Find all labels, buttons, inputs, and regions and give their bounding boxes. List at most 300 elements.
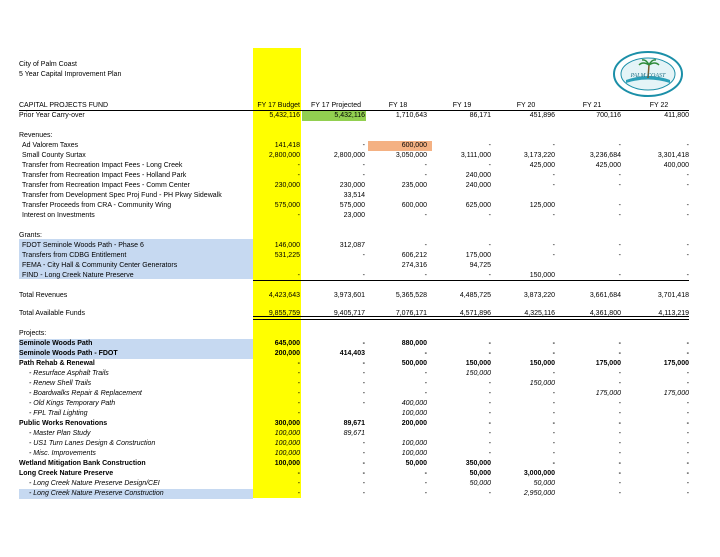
value-cell: - — [686, 450, 689, 457]
row-label: - US1 Turn Lanes Design & Construction — [29, 440, 156, 447]
value-cell: - — [686, 142, 689, 149]
value-cell: - — [362, 162, 365, 169]
value-cell: 4,571,896 — [459, 310, 491, 317]
value-cell: - — [424, 490, 427, 497]
value-cell: 150,000 — [465, 360, 491, 367]
value-cell: - — [488, 430, 491, 437]
table-row — [19, 359, 689, 369]
value-cell: - — [618, 242, 621, 249]
value-cell: 414,403 — [339, 350, 365, 357]
row-label: - FPL Trail Lighting — [29, 410, 88, 417]
revenues-subtotal-line — [253, 280, 689, 281]
value-cell — [433, 329, 491, 339]
value-cell: - — [488, 410, 491, 417]
row-label: Wetland Mitigation Bank Construction — [19, 460, 146, 467]
row-label: - Long Creek Nature Preserve Design/CEI — [29, 480, 160, 487]
value-cell: 606,212 — [401, 252, 427, 259]
value-cell: 86,171 — [469, 112, 491, 119]
value-cell — [369, 231, 427, 241]
table-row — [19, 191, 689, 201]
value-cell: 400,000 — [401, 400, 427, 407]
table-row — [19, 409, 689, 419]
value-cell: - — [424, 370, 427, 377]
table-row — [19, 201, 689, 211]
value-cell: - — [686, 340, 689, 347]
value-cell — [497, 261, 555, 271]
row-label: Path Rehab & Renewal — [19, 360, 95, 367]
value-cell: - — [618, 400, 621, 407]
value-cell: 100,000 — [274, 440, 300, 447]
value-cell: - — [424, 390, 427, 397]
table-row — [19, 211, 689, 221]
value-cell: - — [618, 430, 621, 437]
value-cell: 9,855,759 — [268, 310, 300, 317]
value-cell — [307, 131, 365, 141]
table-row — [19, 429, 689, 439]
value-cell: - — [424, 470, 427, 477]
value-cell: 146,000 — [274, 242, 300, 249]
value-cell: 3,301,418 — [657, 152, 689, 159]
value-cell: 50,000 — [469, 480, 491, 487]
value-cell: 141,418 — [274, 142, 300, 149]
value-cell: 3,236,684 — [589, 152, 621, 159]
value-cell: - — [362, 380, 365, 387]
value-cell: - — [686, 460, 689, 467]
value-cell: - — [618, 142, 621, 149]
value-cell: 200,000 — [401, 420, 427, 427]
value-cell: - — [552, 252, 555, 259]
table-row — [19, 141, 689, 151]
value-cell: 89,671 — [343, 420, 365, 427]
value-cell: 4,485,725 — [459, 292, 491, 299]
value-cell — [307, 261, 365, 271]
value-cell: 880,000 — [401, 340, 427, 347]
value-cell: 5,432,116 — [269, 112, 300, 119]
row-label: - Old Kings Temporary Path — [29, 400, 116, 407]
city-name: City of Palm Coast — [19, 61, 77, 68]
column-header: FY 22 — [649, 102, 669, 109]
value-cell: 400,000 — [663, 162, 689, 169]
table-row — [19, 131, 689, 141]
row-label: Transfer Proceeds from CRA - Community Wing — [22, 202, 172, 209]
value-cell: - — [618, 380, 621, 387]
value-cell: - — [362, 480, 365, 487]
value-cell: - — [362, 142, 365, 149]
value-cell — [497, 191, 555, 201]
value-cell: 240,000 — [465, 182, 491, 189]
value-cell: - — [618, 212, 621, 219]
value-cell: - — [552, 172, 555, 179]
table-row — [19, 379, 689, 389]
row-label: Revenues: — [19, 132, 53, 139]
table-row — [19, 489, 689, 499]
value-cell — [307, 231, 365, 241]
report-title — [19, 60, 121, 80]
row-label: Ad Valorem Taxes — [22, 142, 79, 149]
value-cell: - — [686, 440, 689, 447]
value-cell: 5,365,528 — [395, 292, 427, 299]
value-cell — [563, 131, 621, 141]
value-cell: - — [686, 172, 689, 179]
row-label: Projects: — [19, 330, 47, 337]
header-underline — [19, 110, 689, 111]
row-label: - Renew Shell Trails — [29, 380, 92, 387]
value-cell: 350,000 — [465, 460, 491, 467]
value-cell: 645,000 — [274, 340, 300, 347]
value-cell: - — [686, 490, 689, 497]
value-cell: - — [297, 400, 300, 407]
value-cell: 4,423,643 — [268, 292, 300, 299]
value-cell: 575,000 — [339, 202, 365, 209]
value-cell: 235,000 — [401, 182, 427, 189]
value-cell: 2,950,000 — [523, 490, 555, 497]
value-cell — [563, 231, 621, 241]
row-label: Public Works Renovations — [19, 420, 108, 427]
value-cell: - — [488, 350, 491, 357]
value-cell: 312,087 — [339, 242, 365, 249]
value-cell: 175,000 — [663, 360, 689, 367]
value-cell: 451,896 — [529, 112, 555, 119]
row-label: Transfer from Development Spec Proj Fund - PH Pkwy Sidewalk — [22, 192, 222, 199]
value-cell: 175,000 — [663, 390, 689, 397]
table-row — [19, 231, 689, 241]
value-cell: 150,000 — [529, 360, 555, 367]
column-header: FY 18 — [388, 102, 408, 109]
value-cell: 9,405,717 — [333, 310, 365, 317]
value-cell: - — [686, 202, 689, 209]
value-cell: - — [488, 440, 491, 447]
value-cell: - — [297, 490, 300, 497]
value-cell: - — [552, 242, 555, 249]
value-cell: - — [618, 490, 621, 497]
value-cell: 230,000 — [274, 182, 300, 189]
value-cell: - — [362, 440, 365, 447]
table-row — [19, 171, 689, 181]
value-cell: - — [424, 380, 427, 387]
value-cell — [253, 329, 300, 339]
value-cell — [369, 429, 427, 439]
value-cell: - — [686, 400, 689, 407]
value-cell: - — [488, 450, 491, 457]
value-cell: 150,000 — [465, 370, 491, 377]
value-cell: 100,000 — [401, 440, 427, 447]
value-cell: - — [297, 162, 300, 169]
city-logo — [612, 50, 684, 98]
table-row — [19, 329, 689, 339]
value-cell — [369, 329, 427, 339]
value-cell: - — [618, 350, 621, 357]
row-label: Transfer from Recreation Impact Fees - Holland Park — [22, 172, 187, 179]
row-label: - Boardwalks Repair & Replacement — [29, 390, 142, 397]
value-cell: 411,800 — [664, 112, 689, 119]
column-header: FY 17 Projected — [310, 102, 362, 109]
table-row — [19, 349, 689, 359]
value-cell: 625,000 — [465, 202, 491, 209]
value-cell: - — [488, 490, 491, 497]
value-cell: 50,000 — [533, 480, 555, 487]
value-cell — [369, 191, 427, 201]
column-header: FY 17 Budget — [257, 102, 300, 109]
table-row — [19, 419, 689, 429]
value-cell: 600,000 — [401, 142, 427, 149]
value-cell — [433, 191, 491, 201]
row-label: FEMA - City Hall & Community Center Generators — [22, 262, 178, 269]
value-cell: - — [686, 212, 689, 219]
value-cell: - — [488, 142, 491, 149]
value-cell — [563, 261, 621, 271]
value-cell: 700,116 — [596, 112, 621, 119]
value-cell: - — [362, 360, 365, 367]
row-label: Long Creek Nature Preserve — [19, 470, 114, 477]
value-cell: - — [618, 182, 621, 189]
value-cell: - — [488, 212, 491, 219]
value-cell: - — [488, 390, 491, 397]
table-row — [19, 469, 689, 479]
value-cell: 3,661,684 — [589, 292, 621, 299]
value-cell: 425,000 — [529, 162, 555, 169]
value-cell: 5,432,116 — [334, 112, 365, 119]
value-cell — [253, 191, 300, 201]
value-cell: 175,000 — [465, 252, 491, 259]
value-cell: - — [618, 202, 621, 209]
value-cell: - — [362, 460, 365, 467]
value-cell: - — [362, 490, 365, 497]
value-cell: - — [424, 212, 427, 219]
value-cell — [433, 231, 491, 241]
value-cell: - — [686, 430, 689, 437]
table-row — [19, 339, 689, 349]
table-row — [19, 181, 689, 191]
table-row — [19, 459, 689, 469]
value-cell: - — [552, 142, 555, 149]
row-label: - Master Plan Study — [29, 430, 91, 437]
value-cell: - — [552, 450, 555, 457]
value-cell: 230,000 — [339, 182, 365, 189]
value-cell — [369, 131, 427, 141]
value-cell: - — [552, 440, 555, 447]
value-cell: 100,000 — [401, 410, 427, 417]
table-row — [19, 161, 689, 171]
row-label: - Resurface Asphalt Trails — [29, 370, 109, 377]
value-cell: - — [686, 350, 689, 357]
value-cell: 274,316 — [401, 262, 427, 269]
value-cell: - — [552, 420, 555, 427]
value-cell: - — [297, 172, 300, 179]
table-row — [19, 291, 689, 301]
value-cell: - — [424, 242, 427, 249]
value-cell: 3,050,000 — [395, 152, 427, 159]
value-cell: 4,325,116 — [524, 310, 555, 317]
value-cell: 3,000,000 — [523, 470, 555, 477]
row-label: Total Available Funds — [19, 310, 86, 317]
value-cell: 4,113,219 — [658, 310, 689, 317]
value-cell: - — [552, 410, 555, 417]
value-cell: - — [552, 182, 555, 189]
table-row — [19, 369, 689, 379]
value-cell — [497, 231, 555, 241]
value-cell: - — [424, 172, 427, 179]
value-cell — [629, 261, 689, 271]
value-cell: - — [618, 340, 621, 347]
value-cell: - — [297, 390, 300, 397]
value-cell: - — [488, 162, 491, 169]
value-cell: 2,800,000 — [268, 152, 300, 159]
value-cell: - — [618, 252, 621, 259]
value-cell — [497, 131, 555, 141]
value-cell: - — [686, 420, 689, 427]
value-cell: 3,973,601 — [333, 292, 365, 299]
value-cell — [307, 329, 365, 339]
value-cell: 94,725 — [469, 262, 491, 269]
value-cell: - — [686, 380, 689, 387]
value-cell: - — [297, 272, 300, 279]
value-cell — [253, 231, 300, 241]
value-cell — [629, 329, 689, 339]
row-label: FDOT Seminole Woods Path - Phase 6 — [22, 242, 144, 249]
value-cell: - — [362, 390, 365, 397]
value-cell: - — [424, 272, 427, 279]
value-cell: 3,873,220 — [523, 292, 555, 299]
value-cell: - — [552, 212, 555, 219]
column-header: FY 21 — [582, 102, 602, 109]
value-cell: 23,000 — [343, 212, 365, 219]
table-row — [19, 439, 689, 449]
value-cell: 125,000 — [529, 202, 555, 209]
value-cell: 425,000 — [595, 162, 621, 169]
row-label: Transfer from Recreation Impact Fees - Long Creek — [22, 162, 183, 169]
value-cell: 600,000 — [401, 202, 427, 209]
value-cell: - — [488, 420, 491, 427]
value-cell: - — [488, 242, 491, 249]
table-row — [19, 449, 689, 459]
value-cell: 175,000 — [595, 360, 621, 367]
row-label: Prior Year Carry-over — [19, 112, 85, 119]
value-cell: 3,111,000 — [460, 152, 491, 159]
value-cell: 2,800,000 — [333, 152, 365, 159]
value-cell: - — [297, 380, 300, 387]
value-cell: 100,000 — [274, 430, 300, 437]
value-cell — [563, 191, 621, 201]
value-cell: 4,361,800 — [589, 310, 621, 317]
value-cell: - — [618, 480, 621, 487]
row-label: - Long Creek Nature Preserve Construction — [29, 490, 164, 497]
value-cell — [433, 131, 491, 141]
value-cell — [563, 329, 621, 339]
row-label: Transfer from Recreation Impact Fees - Comm Center — [22, 182, 190, 189]
column-header: FY 20 — [516, 102, 536, 109]
value-cell: 100,000 — [274, 460, 300, 467]
value-cell: - — [362, 252, 365, 259]
logo-wordmark: PALM COAST — [630, 73, 666, 79]
value-cell: - — [686, 370, 689, 377]
value-cell: - — [686, 272, 689, 279]
value-cell: 531,225 — [274, 252, 300, 259]
value-cell: - — [618, 172, 621, 179]
value-cell: - — [552, 390, 555, 397]
value-cell: 240,000 — [465, 172, 491, 179]
value-cell: - — [488, 272, 491, 279]
value-cell: - — [686, 480, 689, 487]
value-cell: - — [362, 470, 365, 477]
palm-coast-seal — [612, 50, 684, 98]
value-cell — [253, 131, 300, 141]
value-cell: 1,710,643 — [395, 112, 427, 119]
value-cell: 7,076,171 — [395, 310, 427, 317]
value-cell: - — [686, 242, 689, 249]
value-cell: - — [552, 430, 555, 437]
value-cell: 33,514 — [343, 192, 365, 199]
funds-total-double-line — [253, 316, 689, 320]
value-cell: - — [686, 252, 689, 259]
table-row — [19, 479, 689, 489]
row-label: CAPITAL PROJECTS FUND — [19, 102, 109, 109]
value-cell: - — [362, 370, 365, 377]
value-cell: - — [488, 380, 491, 387]
row-label: Transfers from CDBG Entitlement — [22, 252, 127, 259]
value-cell: - — [686, 470, 689, 477]
value-cell: - — [686, 182, 689, 189]
value-cell: - — [488, 400, 491, 407]
value-cell: - — [618, 460, 621, 467]
value-cell: - — [618, 272, 621, 279]
row-label: Interest on Investments — [22, 212, 95, 219]
row-label: - Misc. Improvements — [29, 450, 96, 457]
value-cell: - — [297, 470, 300, 477]
value-cell — [629, 131, 689, 141]
row-label: Seminole Woods Path - FDOT — [19, 350, 118, 357]
value-cell: - — [618, 410, 621, 417]
value-cell: - — [618, 440, 621, 447]
row-label: Total Revenues — [19, 292, 68, 299]
column-header: FY 19 — [452, 102, 472, 109]
value-cell: 3,701,418 — [657, 292, 689, 299]
row-label: Grants: — [19, 232, 42, 239]
value-cell: - — [424, 350, 427, 357]
value-cell: - — [424, 162, 427, 169]
table-row — [19, 251, 689, 261]
table-row — [19, 111, 689, 121]
value-cell: - — [297, 212, 300, 219]
value-cell: 175,000 — [595, 390, 621, 397]
value-cell: - — [297, 360, 300, 367]
value-cell: 100,000 — [401, 450, 427, 457]
value-cell: 3,173,220 — [523, 152, 555, 159]
value-cell — [253, 261, 300, 271]
value-cell: 150,000 — [529, 380, 555, 387]
value-cell: - — [297, 410, 300, 417]
value-cell: 150,000 — [529, 272, 555, 279]
row-label: Small County Surtax — [22, 152, 86, 159]
value-cell — [307, 409, 365, 419]
value-cell: - — [297, 480, 300, 487]
value-cell: - — [618, 450, 621, 457]
value-cell: - — [618, 370, 621, 377]
value-cell: - — [552, 370, 555, 377]
table-row — [19, 261, 689, 271]
value-cell: - — [618, 420, 621, 427]
value-cell: - — [552, 460, 555, 467]
value-cell: 200,000 — [274, 350, 300, 357]
value-cell: - — [362, 272, 365, 279]
value-cell — [629, 231, 689, 241]
table-row — [19, 389, 689, 399]
value-cell: 500,000 — [401, 360, 427, 367]
value-cell: 300,000 — [274, 420, 300, 427]
row-label: FIND - Long Creek Nature Preserve — [22, 272, 134, 279]
value-cell: - — [362, 340, 365, 347]
value-cell: - — [552, 340, 555, 347]
value-cell: 100,000 — [274, 450, 300, 457]
